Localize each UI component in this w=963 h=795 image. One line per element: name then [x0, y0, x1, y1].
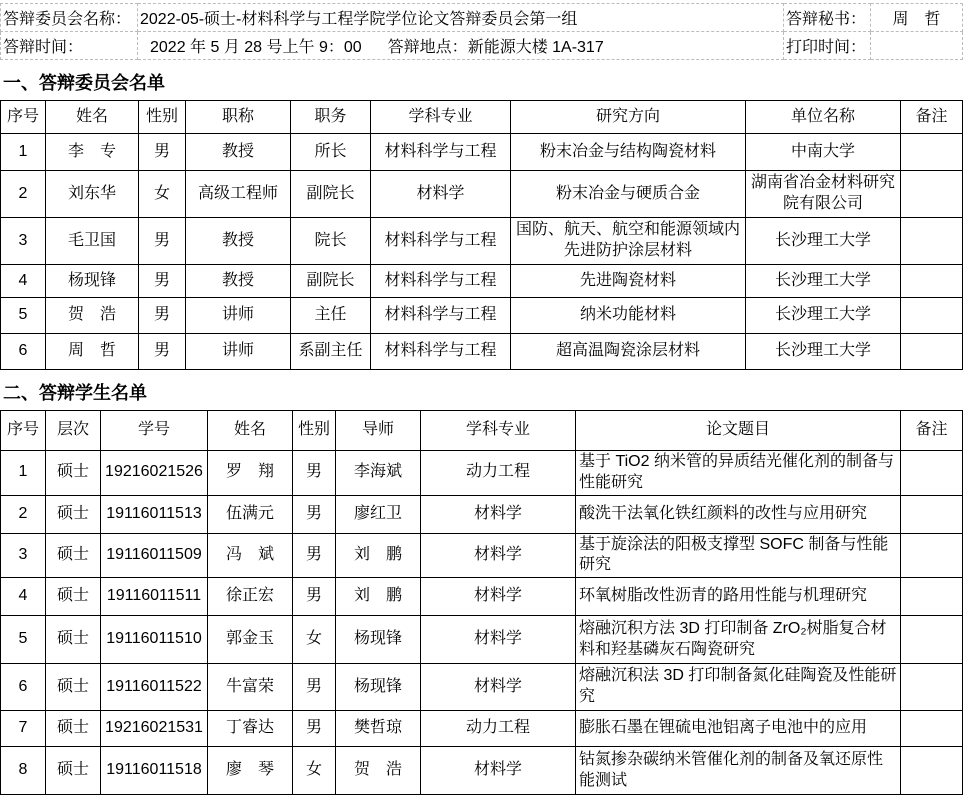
- cell-no: 4: [1, 578, 46, 616]
- cell-org: 长沙理工大学: [746, 218, 901, 265]
- cell-advisor: 刘 鹏: [336, 533, 421, 578]
- cell-major: 动力工程: [421, 711, 576, 747]
- cell-gender: 女: [139, 171, 186, 218]
- cell-note: [901, 664, 963, 711]
- table-row: [1, 578, 963, 616]
- cell-name: 徐正宏: [208, 578, 293, 616]
- committee-table: [0, 100, 963, 370]
- table-row: [1, 495, 963, 533]
- col-header-major: 学科专业: [371, 101, 511, 134]
- cell-note: [901, 298, 963, 334]
- print-time-value: [871, 32, 963, 60]
- defense-time-value: 2022 年 5 月 28 号上午 9：00: [150, 39, 362, 56]
- col-header-name: 姓名: [46, 101, 139, 134]
- cell-name: 毛卫国: [46, 218, 139, 265]
- cell-major: 材料学: [421, 578, 576, 616]
- cell-major: 材料学: [371, 171, 511, 218]
- cell-note: [901, 616, 963, 664]
- cell-level: 硕士: [46, 495, 101, 533]
- cell-no: 2: [1, 171, 46, 218]
- table-row: [1, 134, 963, 171]
- cell-research: 粉末冶金与硬质合金: [511, 171, 746, 218]
- cell-student-id: 19216021531: [101, 711, 208, 747]
- cell-title: 高级工程师: [186, 171, 291, 218]
- cell-thesis-title: 熔融沉积法 3D 打印制备氮化硅陶瓷及性能研究: [576, 664, 901, 711]
- cell-student-id: 19116011511: [101, 578, 208, 616]
- cell-major: 材料学: [421, 616, 576, 664]
- cell-position: 副院长: [291, 265, 371, 298]
- cell-no: 5: [1, 298, 46, 334]
- cell-major: 材料科学与工程: [371, 298, 511, 334]
- table-row: [1, 664, 963, 711]
- cell-note: [901, 265, 963, 298]
- col-header-note: 备注: [901, 101, 963, 134]
- cell-no: 1: [1, 134, 46, 171]
- cell-level: 硕士: [46, 664, 101, 711]
- col-header-no: 序号: [1, 411, 46, 451]
- cell-name: 郭金玉: [208, 616, 293, 664]
- col-header-no: 序号: [1, 101, 46, 134]
- cell-note: [901, 171, 963, 218]
- table-row: [1, 334, 963, 370]
- cell-gender: 男: [139, 218, 186, 265]
- cell-major: 材料科学与工程: [371, 334, 511, 370]
- cell-advisor: 杨现锋: [336, 664, 421, 711]
- cell-major: 材料科学与工程: [371, 218, 511, 265]
- cell-name: 杨现锋: [46, 265, 139, 298]
- cell-position: 所长: [291, 134, 371, 171]
- cell-note: [901, 578, 963, 616]
- defense-location-value: 新能源大楼 1A-317: [467, 39, 604, 56]
- cell-level: 硕士: [46, 616, 101, 664]
- cell-gender: 男: [293, 533, 336, 578]
- header-info-table: [0, 3, 963, 60]
- cell-gender: 男: [293, 451, 336, 496]
- cell-thesis-title: 钴氮掺杂碳纳米管催化剂的制备及氧还原性能测试: [576, 747, 901, 795]
- cell-student-id: 19116011510: [101, 616, 208, 664]
- secretary-label: 答辩秘书：: [784, 4, 871, 32]
- cell-name: 牛富荣: [208, 664, 293, 711]
- cell-org: 湖南省冶金材料研究院有限公司: [746, 171, 901, 218]
- cell-no: 4: [1, 265, 46, 298]
- cell-position: 系副主任: [291, 334, 371, 370]
- cell-no: 2: [1, 495, 46, 533]
- cell-advisor: 廖红卫: [336, 495, 421, 533]
- cell-student-id: 19216021526: [101, 451, 208, 496]
- section2-title: 二、答辩学生名单: [3, 383, 147, 403]
- table-row: [1, 747, 963, 795]
- cell-no: 6: [1, 664, 46, 711]
- cell-no: 7: [1, 711, 46, 747]
- defense-location-label: 答辩地点：: [387, 39, 468, 56]
- header-row-1: [1, 4, 963, 32]
- cell-gender: 男: [139, 265, 186, 298]
- cell-gender: 男: [293, 578, 336, 616]
- col-header-note: 备注: [901, 411, 963, 451]
- table-row: [1, 533, 963, 578]
- table-row: [1, 171, 963, 218]
- cell-note: [901, 451, 963, 496]
- cell-position: 主任: [291, 298, 371, 334]
- cell-note: [901, 134, 963, 171]
- col-header-major: 学科专业: [421, 411, 576, 451]
- committee-name-value: 2022-05-硕士-材料科学与工程学院学位论文答辩委员会第一组: [138, 4, 784, 32]
- table-row: [1, 451, 963, 496]
- cell-major: 材料科学与工程: [371, 265, 511, 298]
- cell-name: 丁睿达: [208, 711, 293, 747]
- cell-title: 教授: [186, 134, 291, 171]
- committee-name-label: 答辩委员会名称：: [1, 4, 138, 32]
- table-row: [1, 265, 963, 298]
- cell-note: [901, 711, 963, 747]
- cell-advisor: 樊哲琼: [336, 711, 421, 747]
- cell-gender: 男: [139, 298, 186, 334]
- cell-major: 材料学: [421, 747, 576, 795]
- cell-thesis-title: 基于 TiO2 纳米管的异质结光催化剂的制备与性能研究: [576, 451, 901, 496]
- cell-position: 副院长: [291, 171, 371, 218]
- committee-header-row: [1, 101, 963, 134]
- cell-gender: 男: [139, 134, 186, 171]
- cell-name: 伍满元: [208, 495, 293, 533]
- cell-no: 8: [1, 747, 46, 795]
- cell-major: 材料学: [421, 495, 576, 533]
- cell-thesis-title: 基于旋涂法的阳极支撑型 SOFC 制备与性能研究: [576, 533, 901, 578]
- cell-name: 廖 琴: [208, 747, 293, 795]
- col-header-gender: 性别: [139, 101, 186, 134]
- cell-level: 硕士: [46, 451, 101, 496]
- cell-student-id: 19116011509: [101, 533, 208, 578]
- cell-research: 超高温陶瓷涂层材料: [511, 334, 746, 370]
- cell-thesis-title: 熔融沉积方法 3D 打印制备 ZrO₂树脂复合材料和羟基磷灰石陶瓷研究: [576, 616, 901, 664]
- cell-gender: 女: [293, 616, 336, 664]
- cell-name: 刘东华: [46, 171, 139, 218]
- cell-advisor: 刘 鹏: [336, 578, 421, 616]
- cell-no: 5: [1, 616, 46, 664]
- cell-level: 硕士: [46, 578, 101, 616]
- cell-advisor: 李海斌: [336, 451, 421, 496]
- defense-committee-document: [0, 3, 963, 789]
- cell-name: 贺 浩: [46, 298, 139, 334]
- cell-thesis-title: 酸洗干法氧化铁红颜料的改性与应用研究: [576, 495, 901, 533]
- table-row: [1, 298, 963, 334]
- col-header-gender: 性别: [293, 411, 336, 451]
- cell-org: 长沙理工大学: [746, 265, 901, 298]
- cell-title: 教授: [186, 218, 291, 265]
- cell-research: 国防、航天、航空和能源领域内先进防护涂层材料: [511, 218, 746, 265]
- students-header-row: [1, 411, 963, 451]
- col-header-org: 单位名称: [746, 101, 901, 134]
- cell-major: 材料科学与工程: [371, 134, 511, 171]
- cell-no: 3: [1, 218, 46, 265]
- cell-note: [901, 533, 963, 578]
- cell-note: [901, 747, 963, 795]
- cell-name: 罗 翔: [208, 451, 293, 496]
- cell-level: 硕士: [46, 747, 101, 795]
- col-header-name: 姓名: [208, 411, 293, 451]
- table-row: [1, 616, 963, 664]
- cell-title: 教授: [186, 265, 291, 298]
- cell-position: 院长: [291, 218, 371, 265]
- cell-student-id: 19116011518: [101, 747, 208, 795]
- cell-level: 硕士: [46, 711, 101, 747]
- col-header-student-id: 学号: [101, 411, 208, 451]
- table-row: [1, 711, 963, 747]
- cell-advisor: 杨现锋: [336, 616, 421, 664]
- section1-title: 一、答辩委员会名单: [3, 73, 165, 93]
- cell-gender: 男: [293, 664, 336, 711]
- cell-name: 周 哲: [46, 334, 139, 370]
- cell-thesis-title: 膨胀石墨在锂硫电池铝离子电池中的应用: [576, 711, 901, 747]
- cell-major: 动力工程: [421, 451, 576, 496]
- cell-research: 纳米功能材料: [511, 298, 746, 334]
- cell-thesis-title: 环氧树脂改性沥青的路用性能与机理研究: [576, 578, 901, 616]
- secretary-value: 周 哲: [871, 4, 963, 32]
- cell-org: 长沙理工大学: [746, 334, 901, 370]
- col-header-advisor: 导师: [336, 411, 421, 451]
- col-header-level: 层次: [46, 411, 101, 451]
- col-header-thesis: 论文题目: [576, 411, 901, 451]
- cell-no: 3: [1, 533, 46, 578]
- defense-time-label: 答辩时间：: [1, 32, 138, 60]
- header-row-2: [1, 32, 963, 60]
- cell-major: 材料学: [421, 533, 576, 578]
- cell-student-id: 19116011522: [101, 664, 208, 711]
- cell-title: 讲师: [186, 334, 291, 370]
- cell-no: 6: [1, 334, 46, 370]
- defense-time-location-cell: [138, 32, 784, 60]
- cell-gender: 男: [139, 334, 186, 370]
- cell-note: [901, 495, 963, 533]
- cell-no: 1: [1, 451, 46, 496]
- col-header-research: 研究方向: [511, 101, 746, 134]
- students-table: [0, 410, 963, 795]
- table-row: [1, 218, 963, 265]
- col-header-title: 职称: [186, 101, 291, 134]
- cell-research: 先进陶瓷材料: [511, 265, 746, 298]
- cell-org: 中南大学: [746, 134, 901, 171]
- col-header-position: 职务: [291, 101, 371, 134]
- print-time-label: 打印时间：: [784, 32, 871, 60]
- cell-student-id: 19116011513: [101, 495, 208, 533]
- cell-note: [901, 218, 963, 265]
- cell-research: 粉末冶金与结构陶瓷材料: [511, 134, 746, 171]
- cell-title: 讲师: [186, 298, 291, 334]
- cell-advisor: 贺 浩: [336, 747, 421, 795]
- cell-gender: 男: [293, 711, 336, 747]
- cell-name: 冯 斌: [208, 533, 293, 578]
- cell-name: 李 专: [46, 134, 139, 171]
- cell-major: 材料学: [421, 664, 576, 711]
- cell-org: 长沙理工大学: [746, 298, 901, 334]
- cell-note: [901, 334, 963, 370]
- cell-gender: 女: [293, 747, 336, 795]
- cell-gender: 男: [293, 495, 336, 533]
- cell-level: 硕士: [46, 533, 101, 578]
